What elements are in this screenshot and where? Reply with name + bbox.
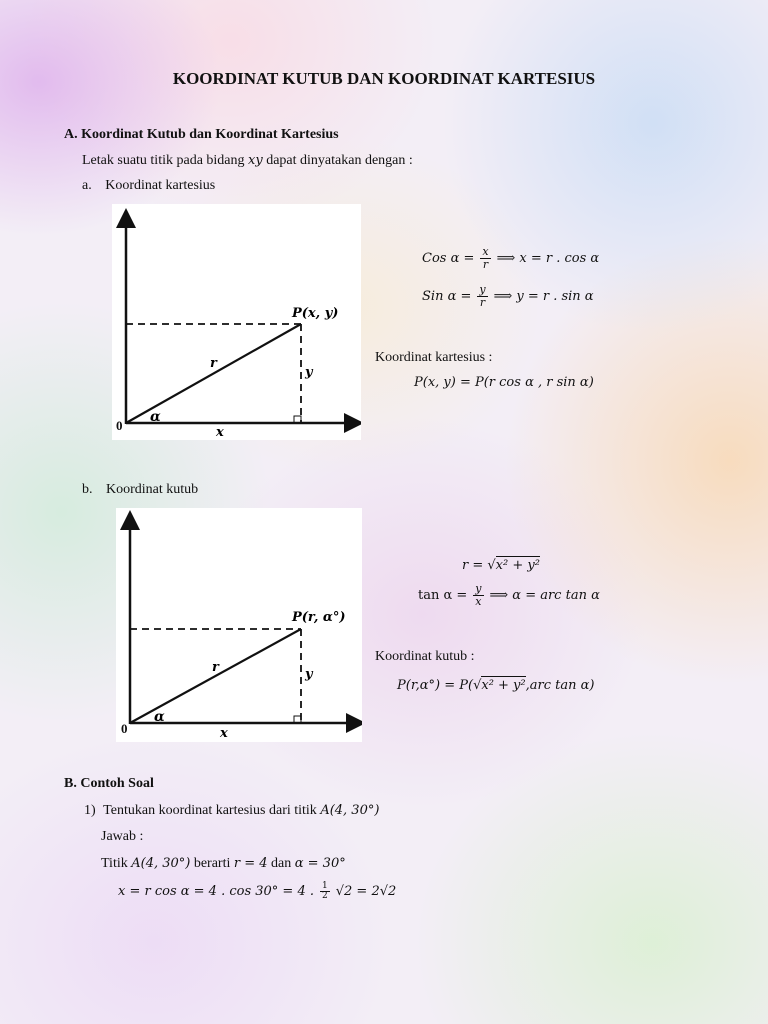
cartesian-label: Koordinat kartesius : xyxy=(375,350,493,365)
polar-result xyxy=(397,676,594,694)
tan-lhs: tan α = xyxy=(418,588,468,604)
r-lhs: r = √ xyxy=(462,558,496,573)
sin-formula xyxy=(422,284,594,309)
page-title: KOORDINAT KUTUB DAN KOORDINAT KARTESIUS xyxy=(172,69,596,88)
section-a-intro xyxy=(82,153,413,169)
item-a-label: Koordinat kartesius xyxy=(105,178,216,193)
question-1 xyxy=(84,803,379,819)
answer-line-2-fraction xyxy=(320,882,330,901)
section-a-heading: A. Koordinat Kutub dan Koordinat Kartesius xyxy=(64,127,339,142)
cos-formula xyxy=(422,246,599,271)
tan-numerator: y xyxy=(475,582,482,595)
tan-rhs: ⟹ α = arc tan α xyxy=(489,588,600,604)
answer-line-2 xyxy=(118,882,396,901)
cos-denominator: r xyxy=(482,258,489,271)
cos-numerator: x xyxy=(482,245,489,258)
answer-line-1-r: r = 4 xyxy=(233,856,268,871)
item-b-label: Koordinat kutub xyxy=(106,482,199,497)
r-label: r xyxy=(210,356,217,371)
polar-label: Koordinat kutub : xyxy=(375,649,475,664)
sin-rhs: ⟹ y = r . sin α xyxy=(493,289,594,305)
answer-line-2-numerator: 1 xyxy=(322,881,328,891)
answer-line-2-denominator: 2 xyxy=(322,891,328,901)
answer-line-1-c: dan xyxy=(271,856,292,871)
item-a-marker: a. xyxy=(82,178,92,193)
cartesian-diagram xyxy=(112,204,361,440)
origin-label-b: 0 xyxy=(121,721,128,736)
answer-line-1-a: Titik xyxy=(101,856,128,871)
r-formula xyxy=(462,556,540,574)
polar-result-lhs: P(r,α°) = P(√ xyxy=(397,678,482,693)
cos-lhs: Cos α = xyxy=(422,251,475,267)
sin-denominator: r xyxy=(479,296,486,309)
intro-variable: xy xyxy=(248,153,263,168)
cos-fraction xyxy=(480,246,490,271)
answer-line-1-point: A(4, 30°) xyxy=(131,856,191,871)
x-label: x xyxy=(216,425,224,440)
cos-rhs: ⟹ x = r . cos α xyxy=(496,251,600,267)
y-label: y xyxy=(305,667,313,682)
item-b xyxy=(82,482,198,498)
polar-result-rhs: ,arc tan α) xyxy=(525,678,595,693)
y-label: y xyxy=(305,365,313,380)
tan-formula xyxy=(418,583,600,608)
answer-line-1-b: berarti xyxy=(193,856,231,871)
intro-text: Letak suatu titik pada bidang xyxy=(82,153,245,168)
section-b-heading: B. Contoh Soal xyxy=(64,776,154,791)
answer-line-2-b: √2 = 2√2 xyxy=(335,884,397,900)
origin-label-a: 0 xyxy=(116,418,123,433)
polar-result-radicand: x² + y² xyxy=(481,678,526,693)
question-1-point: A(4, 30°) xyxy=(320,803,380,818)
question-1-text: Tentukan koordinat kartesius dari titik xyxy=(103,803,317,818)
tan-denominator: x xyxy=(475,595,482,608)
sin-numerator: y xyxy=(479,283,486,296)
answer-line-2-a: x = r cos α = 4 . cos 30° = 4 . xyxy=(118,884,314,900)
alpha-label: α xyxy=(150,409,161,425)
tan-fraction xyxy=(473,583,483,608)
sin-lhs: Sin α = xyxy=(422,289,472,305)
item-b-marker: b. xyxy=(82,482,93,497)
answer-label: Jawab : xyxy=(101,829,144,844)
point-label: P(x, y) xyxy=(292,306,339,321)
item-a xyxy=(82,178,215,194)
r-label: r xyxy=(212,660,219,675)
sin-fraction xyxy=(477,284,487,309)
r-radicand: x² + y² xyxy=(495,558,540,573)
answer-line-1 xyxy=(101,856,346,872)
intro-text-end: dapat dinyatakan dengan : xyxy=(266,153,413,168)
point-label: P(r, α°) xyxy=(292,610,346,625)
polar-diagram xyxy=(116,508,362,742)
question-1-marker: 1) xyxy=(84,803,96,818)
cartesian-result: P(x, y) = P(r cos α , r sin α) xyxy=(414,375,594,390)
answer-line-1-alpha: α = 30° xyxy=(294,856,346,871)
x-label: x xyxy=(220,726,228,741)
alpha-label: α xyxy=(154,709,165,725)
